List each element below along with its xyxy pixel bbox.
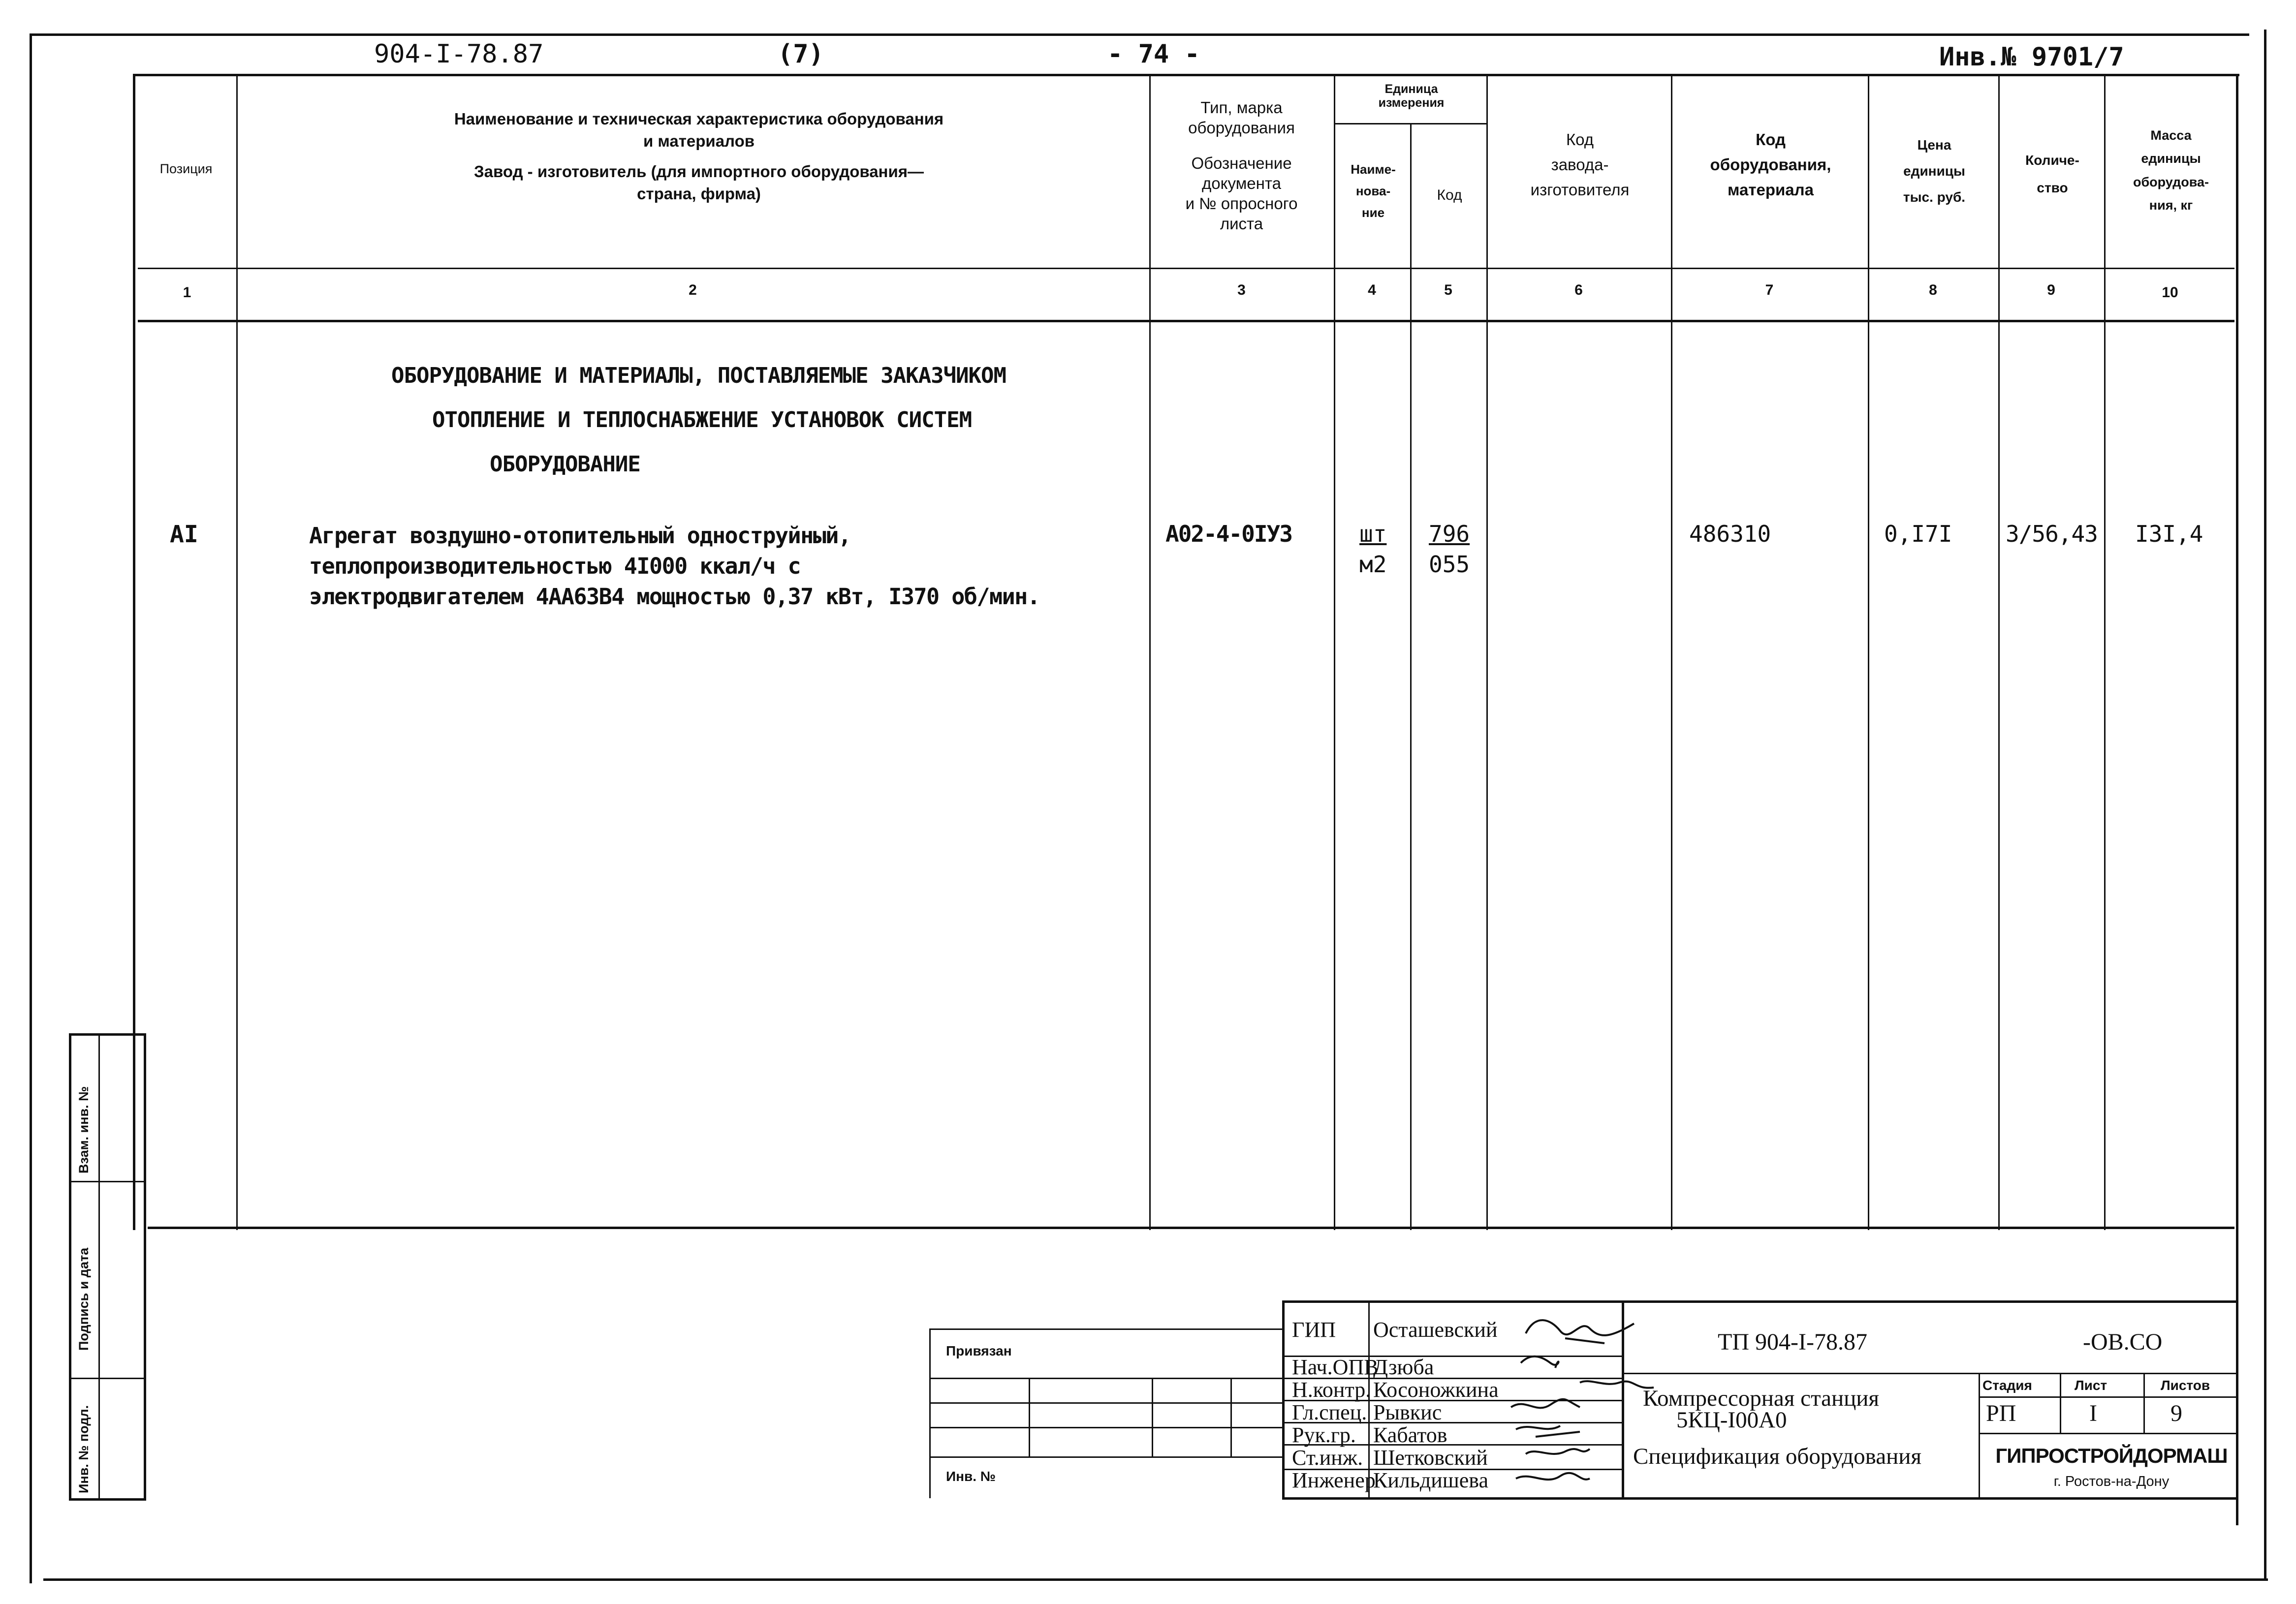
org-name: ГИПРОСТРОЙДОРМАШ xyxy=(1995,1444,2228,1467)
header-position: Позиция xyxy=(159,161,213,176)
row-mass: I3I,4 xyxy=(2135,521,2203,547)
org-city: г. Ростов-на-Дону xyxy=(2053,1474,2170,1489)
side-strip-left xyxy=(69,1033,71,1501)
header-name: Наименование и техническая характеристика оборудования и материалов Завод - изготовитель (для импортного оборудования— страна, фирма) xyxy=(454,110,944,203)
col-div-7 xyxy=(1868,74,1869,1230)
table-left xyxy=(133,74,135,1230)
attached-box-left xyxy=(929,1328,931,1498)
row-unit-name-2: м2 xyxy=(1359,551,1387,578)
header-type: Тип, марка оборудования Обозначение документа и № опросного листа xyxy=(1185,98,1298,233)
side-strip-mid xyxy=(98,1033,100,1498)
name-6: Шетковский xyxy=(1373,1446,1488,1470)
header-unit-name: Наиме- нова- ние xyxy=(1351,162,1396,220)
header-unit: Единица измерения xyxy=(1378,82,1445,110)
row-type: А02-4-0IУ3 xyxy=(1165,521,1292,547)
stamp-roles xyxy=(1292,1319,1379,1492)
stage-label: Стадия xyxy=(1982,1378,2032,1393)
name-7: Кильдишева xyxy=(1373,1468,1488,1492)
stamp-stage-col-2 xyxy=(2143,1373,2145,1433)
attached-col-1 xyxy=(1029,1378,1030,1456)
stamp-names xyxy=(1373,1319,1499,1492)
side-field-signature-date: Подпись и дата xyxy=(76,1247,91,1351)
table-top xyxy=(133,74,2239,76)
row-unit-code-1: 796 xyxy=(1429,521,1470,547)
attached-col-3 xyxy=(1230,1378,1232,1456)
header-bottom-line xyxy=(138,268,2234,269)
col-number-3: 3 xyxy=(1237,282,1246,298)
row-unit-code-2: 055 xyxy=(1429,551,1470,578)
role-gip: ГИП xyxy=(1292,1318,1336,1342)
inv-no-label: Инв. № xyxy=(946,1469,996,1484)
side-strip-div-2 xyxy=(69,1378,145,1379)
header-mfr-code: Код завода- изготовителя xyxy=(1530,130,1630,199)
side-strip-right xyxy=(144,1033,146,1501)
stamp-doc-suffix: -ОВ.СО xyxy=(2083,1329,2163,1355)
col-number-8: 8 xyxy=(1929,282,1937,298)
role-chief-spec: Гл.спец. xyxy=(1292,1400,1367,1424)
header-qty: Количе- ство xyxy=(2025,153,2079,195)
doc-code: 904-I-78.87 xyxy=(374,39,544,69)
col-number-10: 10 xyxy=(2162,284,2178,301)
attached-label: Привязан xyxy=(946,1343,1012,1358)
stamp-stage-col-1 xyxy=(2060,1373,2061,1433)
role-head-opv: Нач.ОПВ xyxy=(1292,1355,1379,1379)
name-2: Дзюба xyxy=(1373,1355,1434,1379)
inventory-number: Инв.№ 9701/7 xyxy=(1939,42,2124,72)
name-5: Кабатов xyxy=(1373,1423,1447,1447)
col-div-1 xyxy=(236,74,238,1230)
stamp-stage-line-1 xyxy=(1979,1396,2237,1398)
side-strip-top xyxy=(69,1033,145,1036)
frame-left xyxy=(30,33,32,1583)
col-number-1: 1 xyxy=(183,284,191,301)
stamp-right-divider xyxy=(1979,1373,1980,1498)
col-div-6 xyxy=(1671,74,1672,1230)
col-div-5 xyxy=(1486,74,1488,1230)
stamp-title: Компрессорная станция 5КЦ-I00А0 Спецификация оборудования xyxy=(1633,1386,1922,1469)
frame-bottom xyxy=(43,1578,2268,1581)
stamp-stage-line-2 xyxy=(1979,1433,2237,1434)
col-number-9: 9 xyxy=(2047,282,2055,298)
table-right xyxy=(2236,74,2238,1525)
role-group-lead: Рук.гр. xyxy=(1292,1423,1356,1447)
frame-right xyxy=(2264,30,2266,1580)
name-1: Осташевский xyxy=(1373,1318,1498,1342)
header-unit-code: Код xyxy=(1437,187,1462,203)
role-engineer: Инженер xyxy=(1292,1468,1376,1492)
col-number-7: 7 xyxy=(1765,282,1774,298)
row-description: Агрегат воздушно-отопительный одноструйный, теплопроизводительностью 4I000 ккал/ч с электродвигателем 4АА63В4 мощностью 0,37 кВт, I370 об/мин. xyxy=(309,523,1040,610)
col-number-5: 5 xyxy=(1444,282,1452,298)
col-number-4: 4 xyxy=(1368,282,1376,298)
col-number-2: 2 xyxy=(689,282,697,298)
name-4: Рывкис xyxy=(1373,1400,1442,1424)
sheet-value: I xyxy=(2089,1400,2097,1426)
header-price: Цена единицы тыс. руб. xyxy=(1903,137,1966,205)
attached-row-4 xyxy=(929,1456,1284,1458)
stage-value: РП xyxy=(1986,1400,2016,1426)
section-title-2: ОТОПЛЕНИЕ И ТЕПЛОСНАБЖЕНИЕ УСТАНОВОК СИСТЕМ xyxy=(432,407,972,432)
side-strip-div-1 xyxy=(69,1181,145,1182)
row-qty: 3/56,43 xyxy=(2006,521,2098,547)
header-mass: Масса единицы оборудова- ния, кг xyxy=(2133,128,2209,213)
col-number-6: 6 xyxy=(1574,282,1583,298)
name-3: Косоножкина xyxy=(1373,1378,1499,1402)
col-div-2 xyxy=(1149,74,1151,1230)
row-position: AI xyxy=(170,521,198,548)
row-equip-code: 486310 xyxy=(1689,521,1771,547)
sheets-label: Листов xyxy=(2161,1378,2210,1393)
side-field-orig-inv: Инв. № подл. xyxy=(76,1405,91,1493)
body-bottom-line xyxy=(148,1227,2234,1229)
role-senior-eng: Ст.инж. xyxy=(1292,1446,1363,1470)
col-div-8 xyxy=(1998,74,2000,1230)
sheet-label: Лист xyxy=(2075,1378,2107,1393)
page-number: - 74 - xyxy=(1107,39,1200,69)
attached-box-top xyxy=(929,1328,1284,1330)
stamp-top xyxy=(1282,1300,2237,1303)
stamp-doc-number: ТП 904-I-78.87 xyxy=(1718,1329,1867,1355)
side-strip-bottom xyxy=(69,1498,145,1501)
col-div-9 xyxy=(2104,74,2106,1230)
role-norm-control: Н.контр. xyxy=(1292,1378,1371,1402)
header-equip-code: Код оборудования, материала xyxy=(1710,130,1831,199)
row-unit-name-1: шт xyxy=(1359,521,1387,547)
col-div-3 xyxy=(1334,74,1335,1230)
numbers-bottom-line xyxy=(138,320,2234,322)
sheets-value: 9 xyxy=(2170,1400,2182,1426)
part-number: (7) xyxy=(778,39,824,69)
stamp-bottom xyxy=(1282,1497,2237,1500)
side-field-replace-inv: Взам. инв. № xyxy=(76,1086,91,1173)
frame-top xyxy=(30,33,2249,36)
attached-col-2 xyxy=(1152,1378,1153,1456)
section-title-1: ОБОРУДОВАНИЕ И МАТЕРИАЛЫ, ПОСТАВЛЯЕМЫЕ ЗАКАЗЧИКОМ xyxy=(391,363,1006,388)
row-price: 0,I7I xyxy=(1884,521,1952,547)
section-title-3: ОБОРУДОВАНИЕ xyxy=(490,452,640,477)
